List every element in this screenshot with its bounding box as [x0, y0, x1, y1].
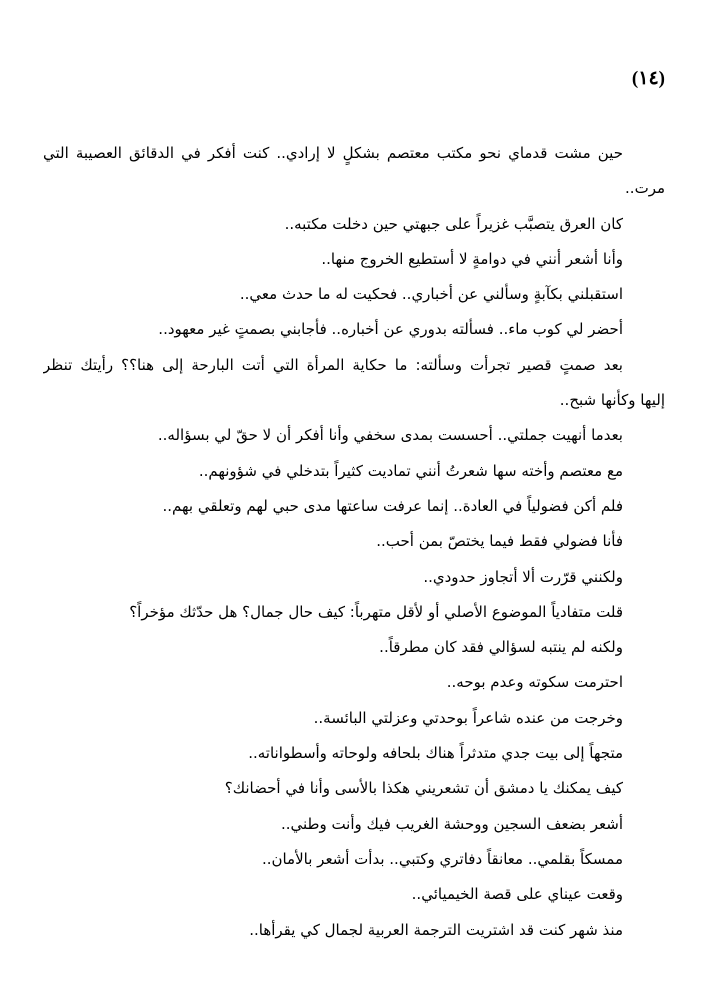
paragraph-line: مرت.. — [625, 179, 665, 198]
page-number: (١٤) — [631, 68, 665, 89]
paragraph-line: ولكنني قرّرت ألا أتجاوز حدودي.. — [423, 567, 623, 586]
paragraph-line: وأنا أشعر أنني في دوامةٍ لا أستطيع الخروج منها.. — [321, 249, 623, 268]
paragraph-line: فلم أكن فضولياً في العادة.. إنما عرفت ساعتها مدى حبي لهم وتعلقي بهم.. — [162, 496, 623, 515]
paragraph-line: أشعر بضعف السجين ووحشة الغريب فيك وأنت وطني.. — [280, 814, 623, 833]
paragraph-line: ولكنه لم ينتبه لسؤالي فقد كان مطرقاً.. — [379, 638, 623, 657]
paragraph-line: استقبلني بكآبةٍ وسألني عن أخباري.. فحكيت له ما حدث معي.. — [239, 285, 623, 304]
paragraph-line: كيف يمكنك يا دمشق أن تشعريني هكذا بالأسى وأنا في أحضانك؟ — [224, 779, 623, 798]
paragraph-line: وقعت عيناي على قصة الخيميائي.. — [411, 885, 623, 904]
paragraph-line: أحضر لي كوب ماء.. فسألته بدوري عن أخباره.. فأجابني بصمتٍ غير معهود.. — [158, 320, 623, 339]
paragraph-line: احترمت سكوته وعدم بوحه.. — [446, 673, 623, 692]
paragraph-line: إليها وكأنها شبح.. — [559, 391, 665, 410]
body-text — [43, 136, 665, 948]
paragraph-line: ممسكاً بقلمي.. معانقاً دفاتري وكتبي.. بدأت أشعر بالأمان.. — [261, 849, 623, 868]
paragraph-line: بعد صمتٍ قصير تجرأت وسألته: ما حكاية المرأة التي أتت البارحة إلى هنا؟؟ رأيتك تنظر — [43, 355, 623, 374]
paragraph-line: مع معتصم وأخته سها شعرتُ أنني تماديت كثيراً بتدخلي في شؤونهم.. — [198, 461, 623, 480]
paragraph-line: كان العرق يتصبَّب غزيراً على جبهتي حين دخلت مكتبه.. — [284, 214, 623, 233]
paragraph-line: حين مشت قدماي نحو مكتب معتصم بشكلٍ لا إرادي.. كنت أفكر في الدقائق العصيبة التي — [43, 144, 623, 162]
paragraph-line: متجهاً إلى بيت جدي متدثراً هناك بلحافه ولوحاته وأسطواناته.. — [248, 744, 623, 763]
paragraph-line: فأنا فضولي فقط فيما يختصّ بمن أحب.. — [376, 532, 623, 551]
paragraph-line: قلت متفادياً الموضوع الأصلي أو لأقل متهرباً: كيف حال جمال؟ هل حدّثك مؤخراً؟ — [129, 602, 623, 621]
paragraph-line: بعدما أنهيت جملتي.. أحسست بمدى سخفي وأنا أفكر أن لا حقّ لي بسؤاله.. — [157, 426, 623, 445]
paragraph-line: وخرجت من عنده شاعراً بوحدتي وعزلتي البائسة.. — [313, 708, 623, 727]
paragraph-line: منذ شهر كنت قد اشتريت الترجمة العربية لجمال كي يقرأها.. — [249, 920, 623, 939]
